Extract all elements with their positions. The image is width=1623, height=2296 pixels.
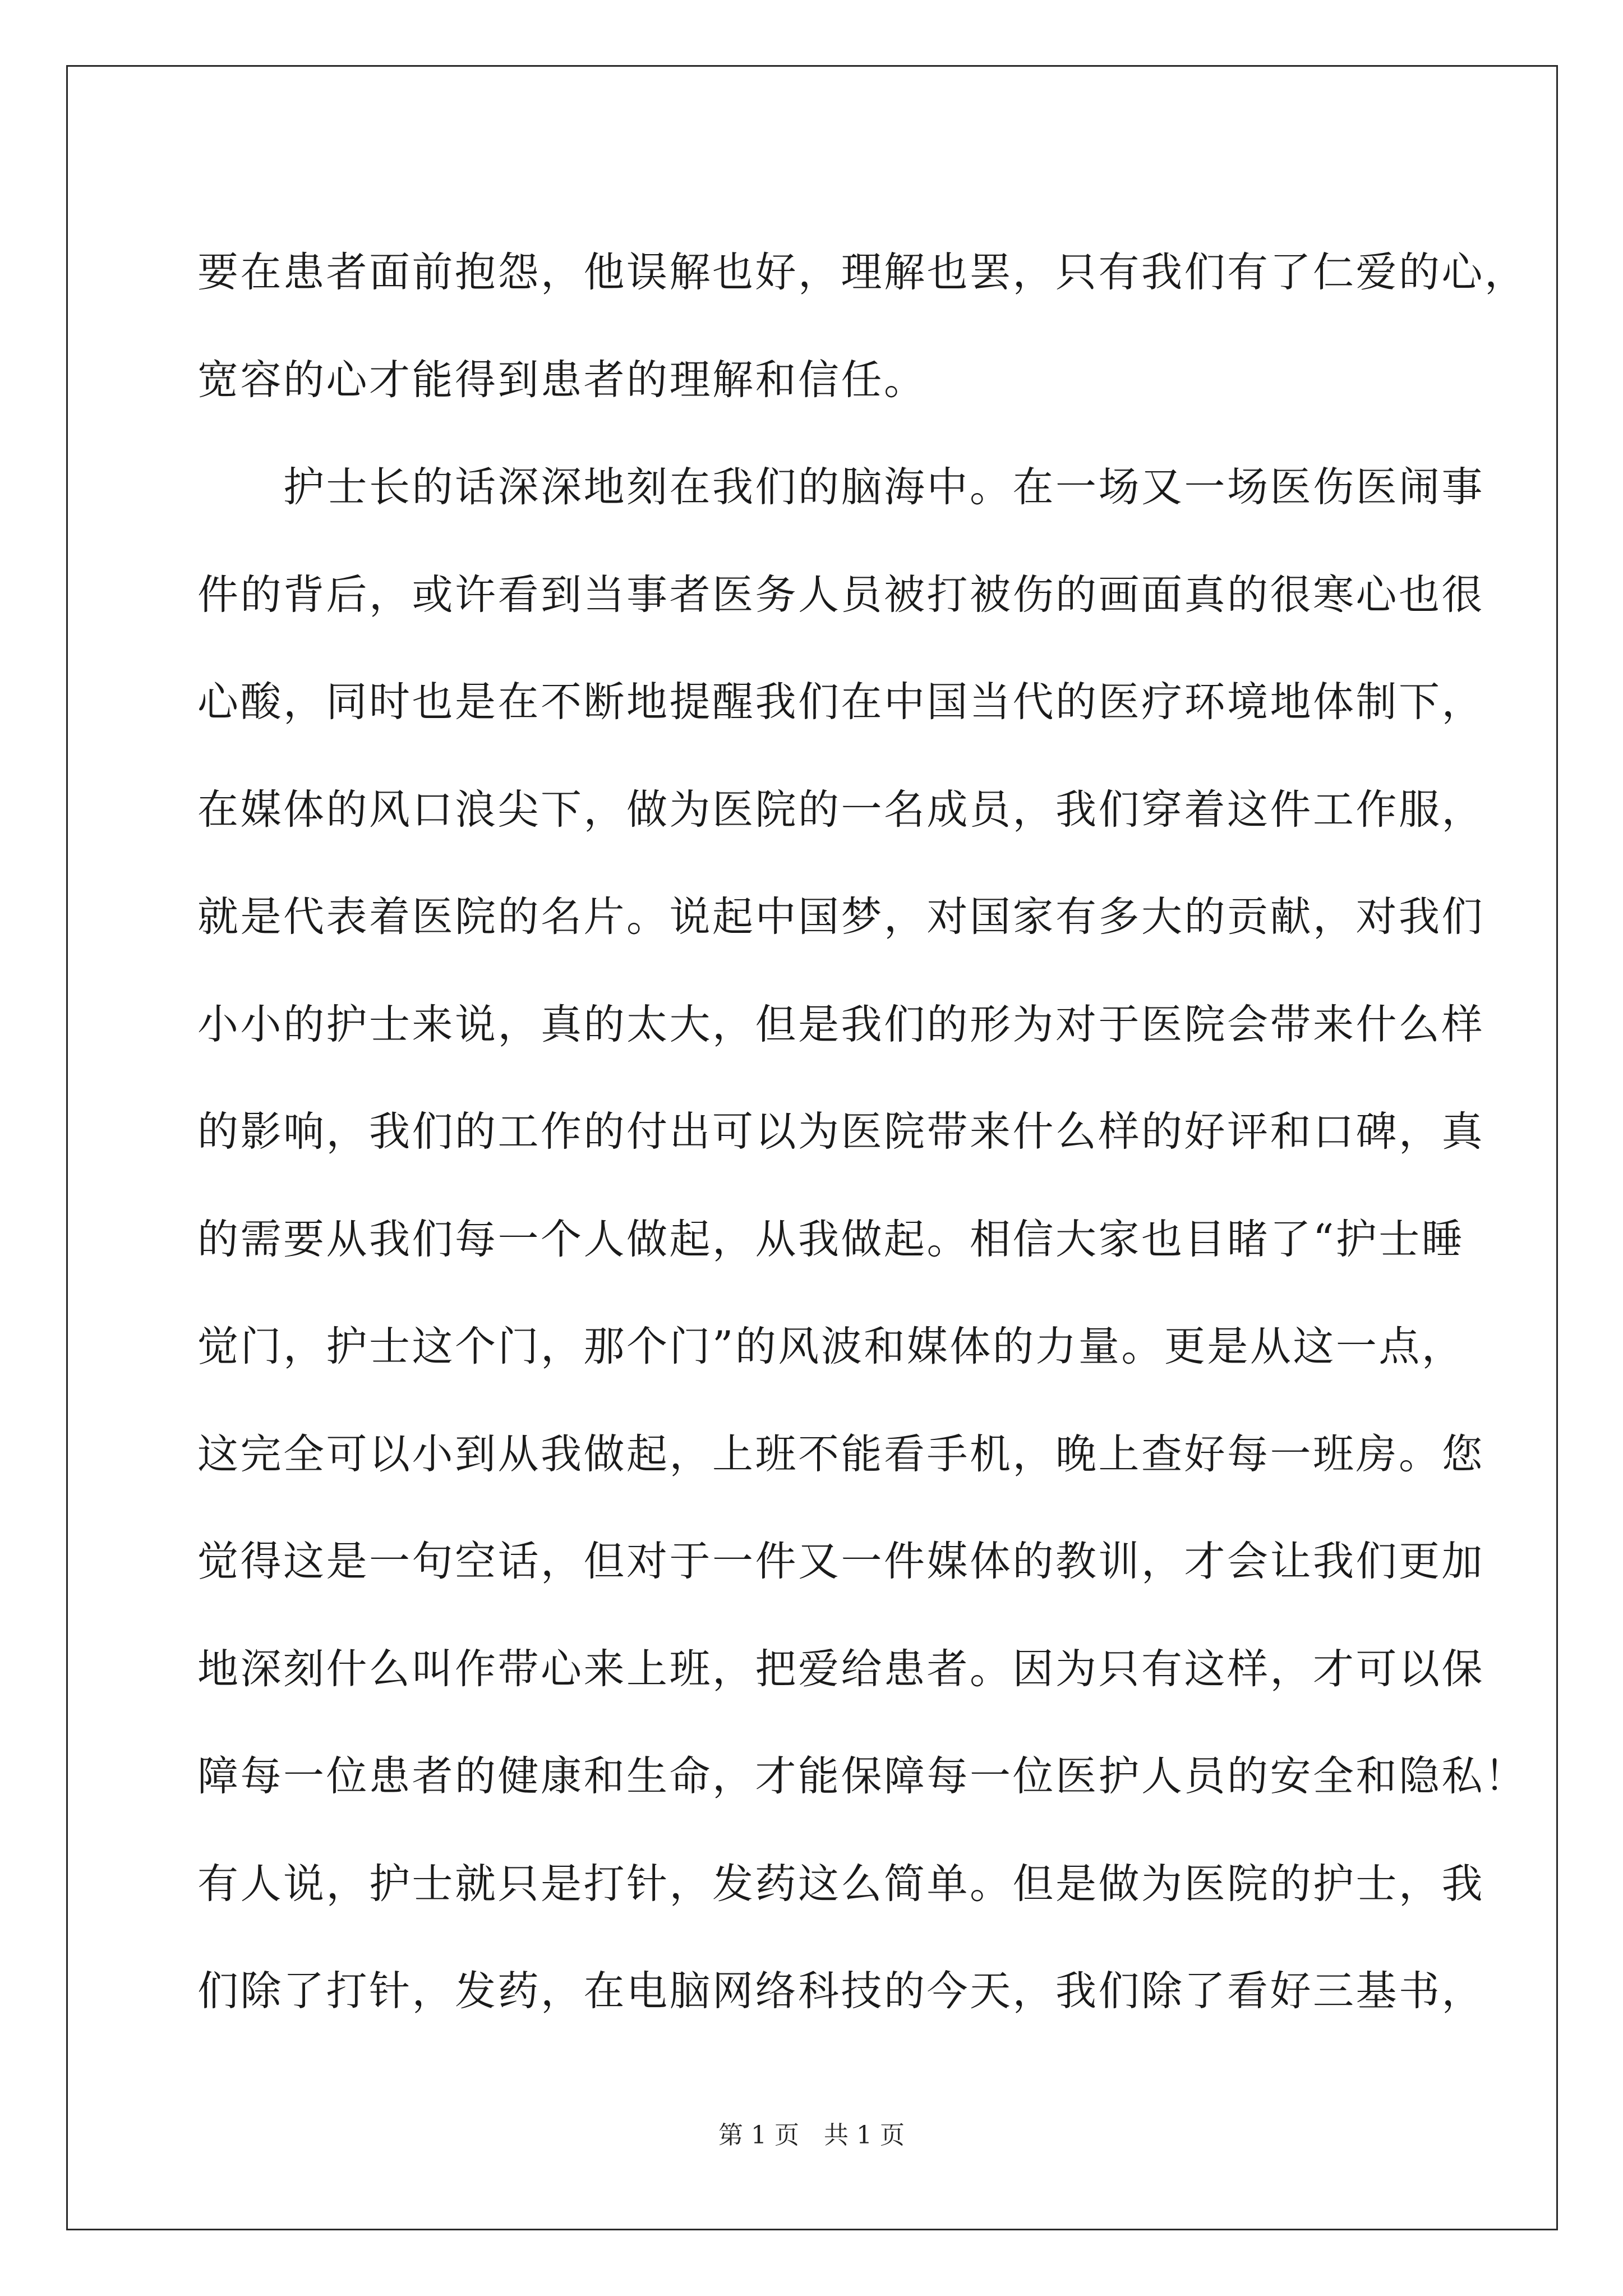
text-line: 小小的护士来说，真的太大，但是我们的形为对于医院会带来什么样 [197,1000,1484,1048]
document-body [197,219,1528,2045]
text-line: 件的背后，或许看到当事者医务人员被打被伤的画面真的很寒心也很 [197,570,1484,619]
text-line: 们除了打针，发药，在电脑网络科技的今天，我们除了看好三基书， [197,1967,1484,2015]
text-line: 要在患者面前抱怨，他误解也好，理解也罢，只有我们有了仁爱的心， [197,249,1528,296]
text-line: 觉得这是一句空话，但对于一件又一件媒体的教训，才会让我们更加 [197,1538,1484,1585]
text-line: 障每一位患者的健康和生命，才能保障每一位医护人员的安全和隐私！ [197,1752,1528,1800]
page-total: 共 1 页 [824,2121,905,2150]
text-line: 这完全可以小到从我做起，上班不能看手机，晚上查好每一班房。您 [197,1430,1484,1478]
text-line: 在媒体的风口浪尖下，做为医院的一名成员，我们穿着这件工作服， [197,785,1484,834]
text-line: 就是代表着医院的名片。说起中国梦，对国家有多大的贡献，对我们 [197,893,1484,941]
text-line: 的需要从我们每一个人做起，从我做起。相信大家也目睹了“护士睡 [197,1215,1465,1263]
text-line: 觉门，护士这个门，那个门”的风波和媒体的力量。更是从这一点， [197,1323,1465,1370]
text-line: 的影响，我们的工作的付出可以为医院带来什么样的好评和口碑，真 [197,1108,1484,1156]
page-footer [0,2115,1623,2151]
text-line: 有人说，护士就只是打针，发药这么简单。但是做为医院的护士，我 [197,1860,1484,1908]
text-line: 心酸，同时也是在不断地提醒我们在中国当代的医疗环境地体制下， [197,678,1484,726]
page-number: 第 1 页 [718,2121,799,2150]
text-line: 地深刻什么叫作带心来上班，把爱给患者。因为只有这样，才可以保 [197,1645,1484,1693]
text-line: 宽容的心才能得到患者的理解和信任。 [197,356,927,404]
text-line: 护士长的话深深地刻在我们的脑海中。在一场又一场医伤医闹事 [197,463,1484,511]
